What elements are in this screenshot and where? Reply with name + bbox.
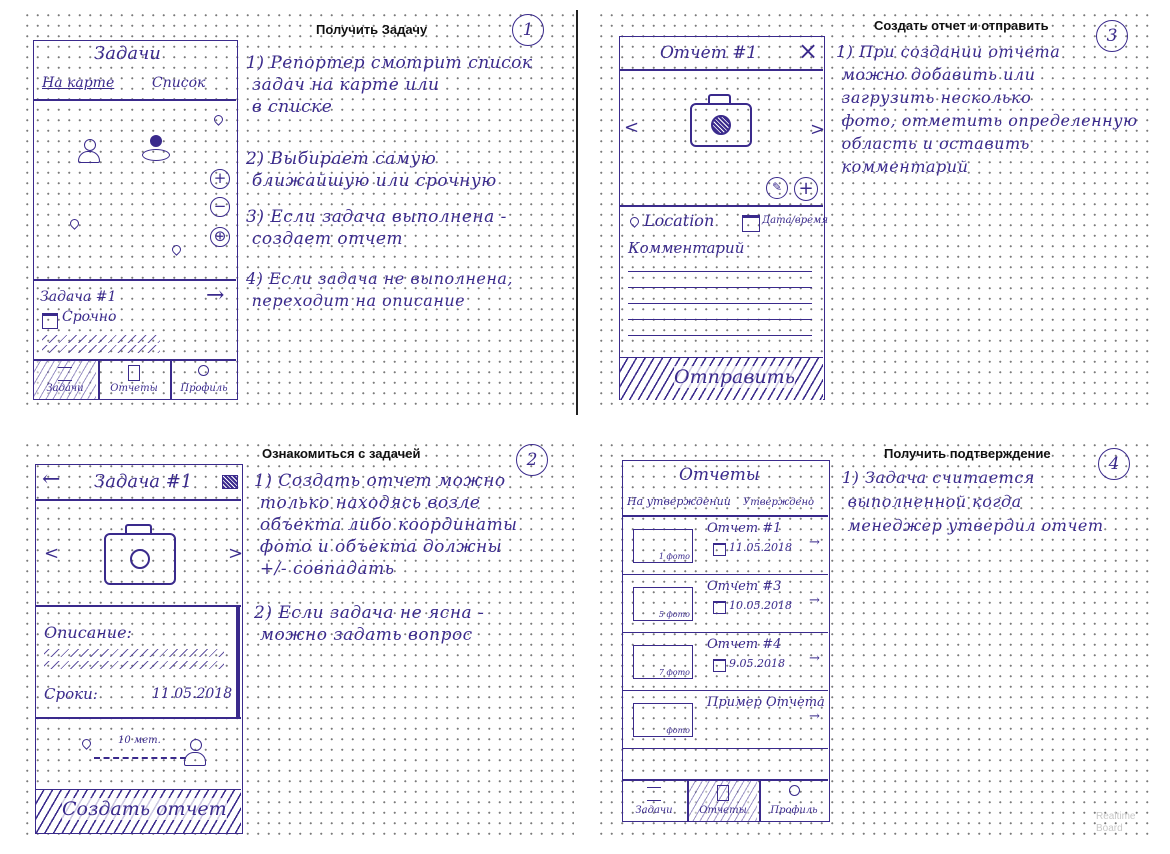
report-title: Отчет #1 — [660, 43, 758, 63]
photo-next-button[interactable]: > — [228, 543, 244, 564]
task-pin-icon[interactable] — [212, 113, 225, 126]
report-thumbnail — [633, 529, 693, 563]
zoom-in-button[interactable]: + — [210, 169, 230, 189]
panel-divider — [576, 10, 578, 415]
user-marker-icon — [182, 739, 208, 769]
calendar-icon — [713, 543, 726, 556]
report-photo-count: 5 фото — [658, 610, 690, 619]
tab-tasks[interactable]: Задачи — [46, 383, 84, 394]
report-open-arrow-icon[interactable]: → — [809, 593, 820, 608]
report-name: Отчет #1 — [707, 521, 782, 536]
panel-1-note-3: 3) Если задача выполнена - создает отчет — [246, 207, 507, 249]
report-thumbnail — [633, 703, 693, 737]
deadline-label: Сроки: — [44, 685, 98, 703]
calendar-icon — [742, 215, 760, 232]
comment-input[interactable] — [628, 263, 812, 347]
scrollbar[interactable] — [236, 605, 240, 717]
step-number-1: 1 — [512, 14, 544, 46]
task-card-description-scribble — [42, 345, 160, 353]
panel-3-note-1: 1) При создании отчета можно добавить или загрузить несколько фото, отметить определенную область и оставить комментарий — [836, 42, 1138, 176]
report-thumbnail — [633, 587, 693, 621]
distance-label: 10 мет. — [118, 735, 161, 746]
chat-icon[interactable] — [222, 475, 238, 489]
send-report-button[interactable] — [620, 357, 823, 400]
photo-placeholder-camera-icon[interactable] — [104, 533, 176, 585]
report-row[interactable] — [623, 517, 828, 575]
description-scribble — [44, 661, 224, 669]
report-open-arrow-icon[interactable]: → — [809, 709, 820, 724]
locate-me-button[interactable]: ⊕ — [210, 227, 230, 247]
bottom-tab-bar — [623, 781, 828, 821]
tasks-title: Задачи — [94, 43, 161, 64]
panel-4-note-1: 1) Задача считается выполненной когда менеджер утвердил отчет — [842, 468, 1104, 535]
profile-tab-icon — [789, 785, 800, 796]
profile-tab-icon — [198, 365, 209, 376]
panel-2-heading: Ознакомиться с задачей — [262, 446, 421, 461]
photo-prev-button[interactable]: < — [44, 543, 60, 564]
report-name: Отчет #3 — [707, 579, 782, 594]
task-card-title: Задача #1 — [40, 289, 117, 305]
report-date: 10.05.2018 — [729, 599, 792, 612]
report-date: 11.05.2018 — [729, 541, 792, 554]
panel-1-heading: Получить Задачу — [316, 22, 428, 37]
panel-4-heading: Получить подтверждение — [884, 446, 1051, 461]
report-name: Пример Отчета — [707, 695, 825, 710]
close-icon[interactable]: × — [798, 37, 819, 65]
report-open-arrow-icon[interactable]: → — [809, 651, 820, 666]
edit-photo-button[interactable]: ✎ — [766, 177, 788, 199]
panel-2-note-2: 2) Если задача не ясна - можно задать вопрос — [254, 603, 485, 645]
report-row[interactable] — [623, 575, 828, 633]
report-photo-count: фото — [666, 726, 690, 735]
calendar-icon — [42, 313, 58, 329]
report-date: 9.05.2018 — [729, 657, 785, 670]
task-card-arrow-icon[interactable]: → — [206, 283, 225, 308]
report-name: Отчет #4 — [707, 637, 782, 652]
task-map[interactable] — [34, 101, 236, 279]
task-card-description-scribble — [42, 335, 160, 343]
calendar-icon — [713, 601, 726, 614]
tab-pending[interactable]: На утверждении — [627, 495, 731, 508]
report-thumbnail — [633, 645, 693, 679]
create-report-label: Создать отчет — [62, 798, 227, 820]
photo-next-button[interactable]: > — [810, 119, 826, 140]
report-photo-count: 1 фото — [658, 552, 690, 561]
create-report-button[interactable] — [36, 789, 241, 833]
task-card[interactable] — [34, 281, 236, 359]
back-arrow-icon[interactable]: ← — [42, 467, 61, 492]
task-pin-icon[interactable] — [68, 217, 81, 230]
send-label: Отправить — [674, 366, 795, 388]
reports-title: Отчеты — [679, 465, 760, 485]
phone-task-details — [35, 464, 243, 834]
phone-create-report — [619, 36, 828, 400]
report-list — [623, 517, 828, 757]
location-field[interactable]: Location — [644, 211, 715, 230]
task-details-title: Задача #1 — [94, 471, 193, 492]
user-location-icon — [142, 135, 170, 163]
step-number-4: 4 — [1098, 448, 1130, 480]
phone-tasks — [33, 40, 238, 400]
panel-1-note-1: 1) Репортер смотрит список задач на карте или в списке — [246, 53, 533, 117]
reports-tab-icon — [128, 365, 140, 381]
add-photo-camera-icon[interactable] — [690, 103, 752, 147]
tab-approved[interactable]: Утверждено — [743, 497, 815, 508]
panel-1-note-2: 2) Выбирает самую ближайшую или срочную — [246, 149, 497, 191]
tasks-tab-icon — [58, 367, 72, 381]
watermark-line-2: Board — [1096, 823, 1123, 834]
calendar-icon — [713, 659, 726, 672]
deadline-value: 11.05.2018 — [152, 686, 233, 702]
zoom-out-button[interactable]: − — [210, 197, 230, 217]
user-marker-icon — [76, 139, 102, 165]
comment-label: Комментарий — [628, 239, 745, 257]
report-row[interactable] — [623, 633, 828, 691]
report-photo-count: 7 фото — [658, 668, 690, 677]
tab-reports[interactable]: Отчеты — [699, 805, 747, 816]
reports-tab-icon — [717, 785, 729, 801]
step-number-2: 2 — [516, 444, 548, 476]
tab-map[interactable]: На карте — [42, 75, 115, 91]
date-time-field[interactable]: Дата/время — [762, 215, 828, 226]
description-scribble — [44, 649, 224, 657]
report-open-arrow-icon[interactable]: → — [809, 535, 820, 550]
phone-reports — [622, 460, 830, 822]
add-photo-button[interactable]: + — [794, 177, 818, 201]
report-row[interactable] — [623, 691, 828, 749]
tab-list[interactable]: Список — [152, 75, 206, 91]
tab-profile[interactable]: Профиль — [180, 383, 228, 394]
panel-3-heading: Создать отчет и отправить — [874, 18, 1049, 33]
watermark-line-1: Realtime — [1096, 811, 1136, 822]
description-label: Описание: — [44, 623, 132, 642]
bottom-tab-bar — [34, 361, 236, 399]
task-pin-icon[interactable] — [170, 243, 183, 256]
tasks-tab-icon — [647, 787, 661, 801]
urgent-label: Срочно — [62, 309, 117, 325]
location-pin-icon — [628, 215, 641, 228]
task-pin-icon — [80, 737, 93, 750]
tab-profile[interactable]: Профиль — [770, 805, 818, 816]
step-number-3: 3 — [1096, 20, 1128, 52]
panel-1-note-4: 4) Если задача не выполнена, переходит на описание — [246, 269, 513, 310]
photo-prev-button[interactable]: < — [624, 117, 640, 138]
tab-reports[interactable]: Отчеты — [110, 383, 158, 394]
tab-tasks[interactable]: Задачи — [635, 805, 673, 816]
panel-2-note-1: 1) Создать отчет можно только находясь возле объекта либо координаты фото и объекта должны +/- совпадать — [254, 471, 518, 579]
